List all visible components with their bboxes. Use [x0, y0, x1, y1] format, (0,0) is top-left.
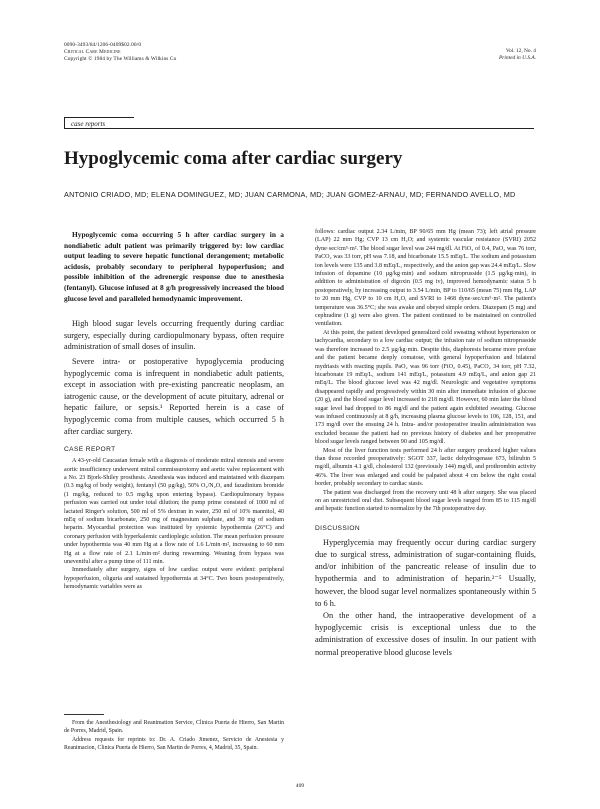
header-line: Copyright © 1984 by The Williams & Wilkins Co: [64, 56, 177, 62]
page-number: 409: [295, 783, 305, 789]
footnotes: [64, 720, 284, 754]
discussion-paragraph: On the other hand, the intraoperative development of a hypoglycemic crisis is exceptional unless due to the administration of excessive doses of insulin. In our patient with normal preoperative blood glucose levels: [315, 611, 536, 657]
section-tag: case reports: [64, 117, 134, 129]
journal-header-left: [64, 42, 176, 63]
footnote-rule: [64, 714, 104, 715]
journal-header-right: [499, 48, 536, 62]
intro-paragraph: High blood sugar levels occurring frequently during cardiac surgery, especially during cardiopulmonary bypass, often require administration of small doses of insulin.: [64, 319, 284, 352]
article-title: Hypoglycemic coma after cardiac surgery: [64, 148, 403, 169]
author-list: ANTONIO CRIADO, MD; ELENA DOMINGUEZ, MD; JUAN CARMONA, MD; JUAN GOMEZ-ARNAU, MD; FERNANDO AVELLO, MD: [64, 190, 516, 199]
case-report-paragraph: A 43-yr-old Caucasian female with a diagnosis of moderate mitral stenosis and severe aortic insufficiency underwent mitral commissurotomy and aortic valve replacement with a No. 23 Bjork-Shiley prosthesis. Anesthesia was induced and maintained with diazepam (0.3 mg/kg of body weight), fentanyl (50 µg/kg), 50% O₂/N₂O, and fazadinium bromide (1 mg/kg, reduced to 0.5 mg/kg upon entering bypass). Cardiopulmonary bypass perfusion was carried out under total dilution; the pump prime consisted of 1000 ml of lactated Ringer's solution, 500 ml of 5% dextran in water, 250 ml of 10% mannitol, 40 mEq of sodium bicarbonate, 250 mg of magnesium sulphate, and 30 mg of sodium heparin. Myocardial protection was instituted by systemic hypothermia (26°C) and coronary perfusion with hyperkalemic cardioplegic solution. The mean perfusion pressure under hypothermia was 40 mm Hg at a flow rate of 1.6 L/min·m², increasing to 60 mm Hg at a flow rate of 2.1 L/min·m² during rewarming. Weaning from bypass was uneventful after a pump time of 111 min.: [64, 458, 284, 565]
case-report-continued: follows: cardiac output 2.34 L/min, BP 90/65 mm Hg (mean 73); left atrial pressure (LAP) 22 mm Hg; CVP 13 cm H₂O; and systemic vascular resistance (SVRI) 2052 dyne·sec/cm⁵·m². The blood sugar level was 244 mg/dl. At FiO₂ of 0.4, PaO₂ was 76 torr, PaCO₂ was 33 torr, pH was 7.18, and bicarbonate 15.5 mEq/L. The sodium and potassium ion levels were 135 and 3.8 mEq/L, respectively, and the anion gap was 24.4 mEq/L. Slow infusion of dopamine (10 µg/kg·min) and sodium nitroprusside (1.5 µg/kg·min), in addition to administration of digoxin (0.5 mg iv), improved hemodynamic status 5 h postoperatively, by increasing output to 3.54 L/min, BP to 110/65 (mean 75) mm Hg, LAP to 20 mm Hg, CVP to 10 cm H₂O, and SVRI to 1468 dyne·sec/cm⁵·m². The patient's temperature was 36.5°C; she was awake and obeyed simple orders. Diazepam (5 mg) and cephradine (1 g) were also given. The patient continued to be maintained on controlled ventilation.: [315, 229, 536, 328]
case-report-paragraph: Most of the liver function tests performed 24 h after surgery produced higher values than those recorded preoperatively: SGOT 337, lactic dehydrogenase 673, bilirubin 5 mg/dl, albumin 4.1 g/dl, cholesterol 132 (previously 144) mg/dl, and prothrombin activity 46%. The liver was enlarged and could be palpated about 4 cm below the right costal border, probably secondary to cardiac stasis.: [315, 447, 536, 488]
case-report-paragraph: Immediately after surgery, signs of low cardiac output were evident: peripheral hypoperfusion, oliguria and sustained hypothermia at 34°C. Two hours postoperatively, hemodynamic variables were as: [64, 567, 284, 591]
left-column: [64, 230, 284, 592]
intro-paragraph: Severe intra- or postoperative hypoglycemia producing hypoglycemic coma is infrequent in nondiabetic adult patients, except in association with pre-existing pancreatic neoplasm, an iatrogenic cause, or the development of acute pituitary, adrenal or hepatic failure, or sepsis.¹ Reported herein is a case of hypoglycemic coma from multiple causes, which occurred 5 h after cardiac surgery.: [64, 356, 284, 436]
case-report-paragraph: At this point, the patient developed generalized cold sweating without hypertension or tachycardia, secondary to a low cardiac output; the infusion rate of sodium nitroprusside was therefore increased to 2.5 µg/kg·min. Despite this, diaphoresis became more profuse and the patient became deeply comatose, with general hypoperfusion and bilateral mydriasis with reacting pupils. PaO₂ was 96 torr (FiO₂ 0.45), PaCO₂ 34 torr, pH 7.32, bicarbonate 19 mEq/L, sodium 141 mEq/L, potassium 4.9 mEq/L, and anion gap 21 mEq/L. The blood glucose level was 42 mg/dl. Neurologic and vegetative symptoms disappeared rapidly and progressively within 30 min after immediate infusion of glucose (20 g), and the blood sugar level increased to 218 mg/dl. However, 60 min later the blood sugar level had dropped to 86 mg/dl and the patient again exhibited sweating. Glucose was infused continuously at 8 g/h, increasing plasma glucose levels to 106, 128, 151, and 173 mg/dl over the ensuing 24 h. Intra- and/or postoperative insulin administration was excluded because the patient had no previous history of diabetes and her preoperative blood sugar levels ranged between 90 and 105 mg/dl.: [315, 329, 536, 446]
printed-line: Printed in U.S.A.: [499, 55, 536, 61]
volume-line: Vol. 12, No. 4: [505, 48, 536, 54]
case-report-heading: CASE REPORT: [64, 446, 116, 454]
header-line: Critical Care Medicine: [64, 49, 121, 55]
discussion-heading: DISCUSSION: [315, 524, 361, 532]
abstract: Hypoglycemic coma occurring 5 h after cardiac surgery in a nondiabetic adult patient was primarily triggered by: low cardiac output leading to severe hepatic functional derangement; metabolic acidosis, probably secondary to peripheral hypoperfusion; and possible inhibition of the adrenergic response due to anesthesia (fentanyl). Glucose infused at 8 g/h progressively increased the blood glucose level and paralleled hemodynamic improvement.: [64, 230, 284, 303]
section-rule: [134, 128, 534, 129]
footnote: Address requests for reprints to: Dr. A. Criado Jimenez, Servicio de Anestesia y Reanimacion, Clinica Puerta de Hierro, San Martin de Porres, 4, Madrid, 35, Spain.: [64, 737, 284, 751]
right-column: [315, 228, 536, 659]
footnote: From the Anesthesiology and Reanimation Service, Clinica Puerta de Hierro, San Martin de Porres, Madrid, Spain.: [64, 720, 284, 734]
case-report-paragraph: The patient was discharged from the recovery unit 48 h after surgery. She was placed on an unrestricted oral diet. Subsequent blood sugar levels ranged from 85 to 115 mg/dl and hepatic function started to normalize by the 7th postoperative day.: [315, 489, 536, 513]
header-line: 0090-3493/84/1206-0409$02.00/0: [64, 42, 142, 48]
discussion-paragraph: Hyperglycemia may frequently occur during cardiac surgery due to surgical stress, administration of sugar-containing fluids, and/or inhibition of the pancreatic release of insulin due to hypothermia and to administration of heparin.²⁻⁵ Usually, however, the blood sugar level normalizes spontaneously within 5 to 6 h.: [315, 537, 536, 608]
